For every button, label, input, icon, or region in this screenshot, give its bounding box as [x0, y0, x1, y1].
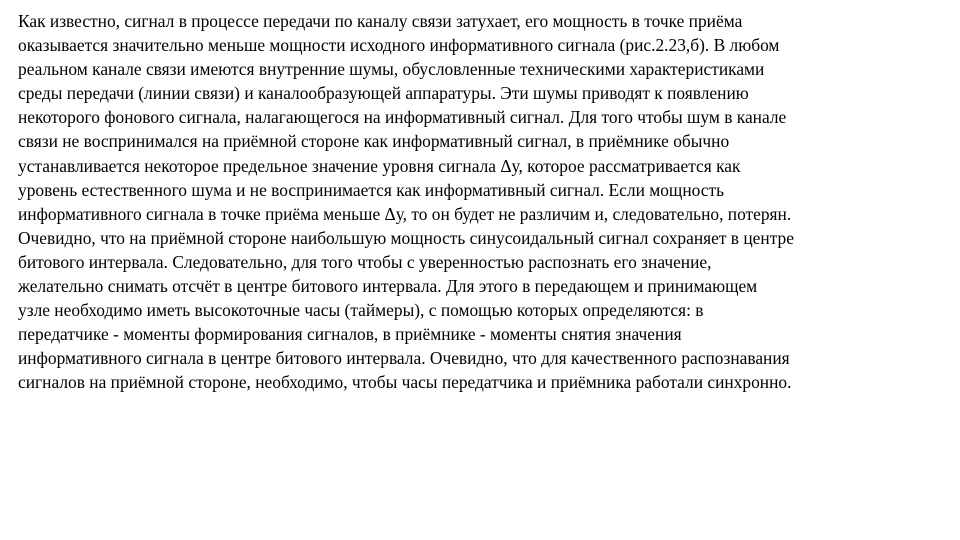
paragraph-line: Очевидно, что на приёмной стороне наибольшую мощность синусоидальный сигнал сохраняет в центре	[18, 227, 794, 248]
paragraph-line: желательно снимать отсчёт в центре битового интервала. Для этого в передающем и принимающем	[18, 276, 758, 297]
paragraph-line: информативного сигнала в точке приёма меньше Δу, то он будет не различим и, следовательно, потерян.	[18, 203, 792, 224]
paragraph-line: битового интервала. Следовательно, для того чтобы с уверенностью распознать его значение,	[18, 251, 712, 272]
body-paragraph	[18, 9, 948, 395]
paragraph-line: некоторого фонового сигнала, налагающегося на информативный сигнал. Для того чтобы шум в канале	[18, 107, 787, 128]
paragraph-line: передатчике - моменты формирования сигналов, в приёмнике - моменты снятия значения	[18, 324, 682, 345]
paragraph-line: узле необходимо иметь высокоточные часы (таймеры), с помощью которых определяются: в	[18, 300, 704, 321]
paragraph-line: оказывается значительно меньше мощности исходного информативного сигнала (рис.2.23,б). В любом	[18, 35, 780, 56]
paragraph-line: связи не воспринимался на приёмной стороне как информативный сигнал, в приёмнике обычно	[18, 131, 730, 152]
paragraph-line: сигналов на приёмной стороне, необходимо, чтобы часы передатчика и приёмника работали синхронно.	[18, 372, 792, 393]
paragraph-line: Как известно, сигнал в процессе передачи по каналу связи затухает, его мощность в точке приёма	[18, 11, 743, 31]
paragraph-line: среды передачи (линии связи) и каналообразующей аппаратуры. Эти шумы приводят к появлению	[18, 83, 749, 104]
paragraph-line: уровень естественного шума и не воспринимается как информативный сигнал. Если мощность	[18, 179, 725, 200]
paragraph-line: устанавливается некоторое предельное значение уровня сигнала Δу, которое рассматривается как	[18, 155, 741, 176]
paragraph-line: информативного сигнала в центре битового интервала. Очевидно, что для качественного распознавания	[18, 348, 790, 369]
paragraph-line: реальном канале связи имеются внутренние шумы, обусловленные техническими характеристиками	[18, 59, 765, 80]
